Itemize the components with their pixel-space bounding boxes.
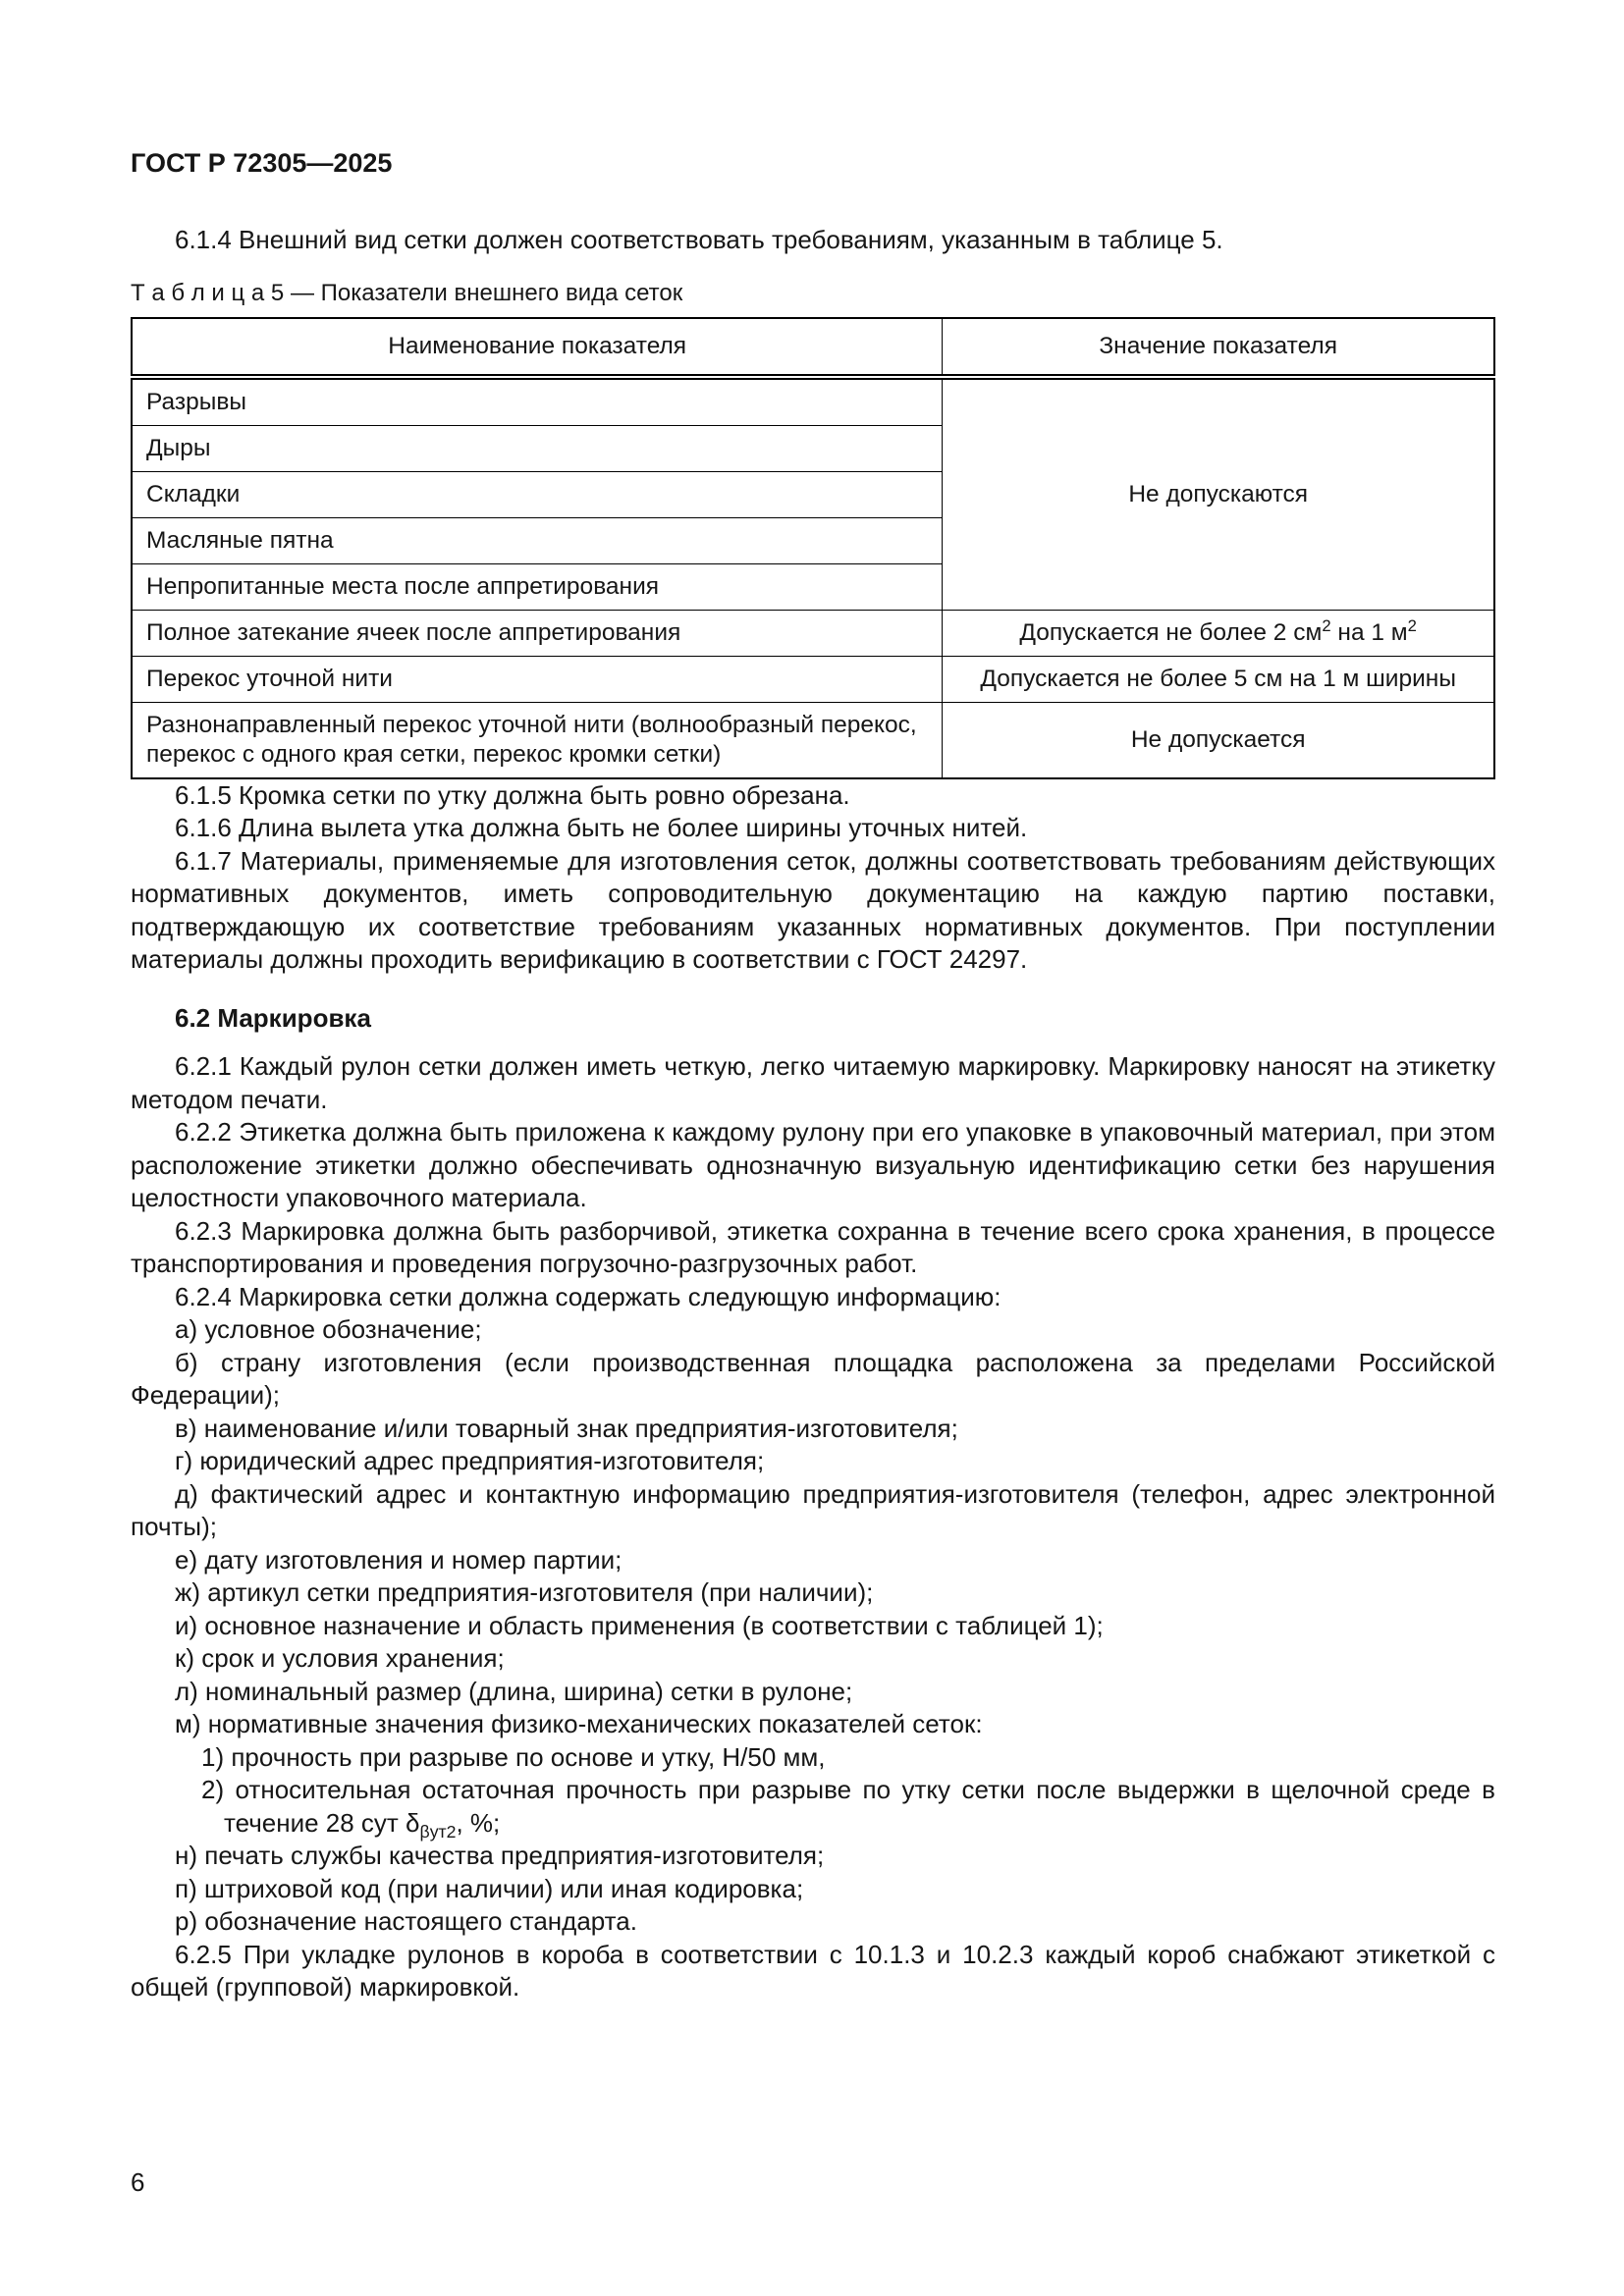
table5-caption: Т а б л и ц а 5 — Показатели внешнего вида сеток	[131, 279, 683, 306]
list-item-d: д) фактический адрес и контактную информацию предприятия-изготовителя (телефон, адрес электронной почты);	[131, 1478, 1495, 1541]
cell-skew-name: Перекос уточной нити	[132, 656, 943, 702]
cell-defect-value: Не допускаются	[943, 377, 1494, 611]
leak-value-mid: на 1 м	[1330, 618, 1408, 646]
para-6-1-5: 6.1.5 Кромка сетки по утку должна быть ровно обрезана.	[175, 779, 850, 810]
cell-multiskew-name: Разнонаправленный перекос уточной нити (волнообразный перекос, перекос с одного края сетки, перекос кромки сетки)	[132, 702, 943, 778]
para-6-2-1: 6.2.1 Каждый рулон сетки должен иметь четкую, легко читаемую маркировку. Маркировку наносят на этикетку методом печати.	[131, 1051, 1495, 1114]
table-row	[132, 610, 1494, 656]
list-item-n: н) печать службы качества предприятия-изготовителя;	[175, 1841, 825, 1870]
list-item-v: в) наименование и/или товарный знак предприятия-изготовителя;	[175, 1413, 958, 1443]
table-row	[132, 656, 1494, 702]
list-item-zh: ж) артикул сетки предприятия-изготовителя (при наличии);	[175, 1577, 874, 1607]
leak-value-sup1: 2	[1322, 615, 1331, 635]
document-number: ГОСТ Р 72305—2025	[131, 148, 393, 178]
list-item-g: г) юридический адрес предприятия-изготовителя;	[175, 1446, 765, 1475]
para-6-2-5: 6.2.5 При укладке рулонов в короба в соответствии с 10.1.3 и 10.2.3 каждый короб снабжают этикеткой с общей (групповой) маркировкой.	[131, 1939, 1495, 2002]
table5-header-row	[132, 318, 1494, 377]
table5	[131, 317, 1495, 779]
list-item-p: п) штриховой код (при наличии) или иная кодировка;	[175, 1873, 804, 1903]
cell-leak-name: Полное затекание ячеек после аппретирования	[132, 610, 943, 656]
list-item-a: а) условное обозначение;	[175, 1314, 482, 1344]
cell-skew-value: Допускается не более 5 см на 1 м ширины	[943, 656, 1494, 702]
list-item-m: м) нормативные значения физико-механических показателей сеток:	[175, 1709, 983, 1738]
sublist-item-2-subscript: βут2	[419, 1821, 457, 1842]
para-6-1-6: 6.1.6 Длина вылета утка должна быть не более ширины уточных нитей.	[175, 813, 1028, 842]
list-item-e: е) дату изготовления и номер партии;	[175, 1544, 623, 1575]
sublist-item-1: 1) прочность при разрыве по основе и утку, Н/50 мм,	[201, 1741, 826, 1772]
para-6-2-2: 6.2.2 Этикетка должна быть приложена к каждому рулону при его упаковке в упаковочный материал, при этом расположение этикетки должно обеспечивать однозначную визуальную идентификацию сетки без нарушения целостности упаковочного материала.	[131, 1117, 1495, 1212]
list-item-i: и) основное назначение и область применения (в соответствии с таблицей 1);	[175, 1610, 1104, 1640]
sublist-item-2	[131, 1774, 1495, 1840]
table5-col1-header: Наименование показателя	[132, 318, 943, 377]
cell-leak-value	[943, 610, 1494, 656]
cell-multiskew-value: Не допускается	[943, 702, 1494, 778]
page-number: 6	[131, 2167, 145, 2197]
cell-defect-2: Складки	[132, 471, 943, 517]
list-item-k: к) срок и условия хранения;	[175, 1643, 505, 1673]
sublist-item-2-tail: , %;	[456, 1807, 501, 1838]
para-6-2-3: 6.2.3 Маркировка должна быть разборчивой, этикетка сохранна в течение всего срока хранения, в процессе транспортирования и проведения погрузочно-разгрузочных работ.	[131, 1215, 1495, 1278]
cell-defect-4: Непропитанные места после аппретирования	[132, 563, 943, 610]
heading-6-2: 6.2 Маркировка	[175, 1002, 371, 1033]
cell-defect-0: Разрывы	[132, 377, 943, 426]
list-item-r: р) обозначение настоящего стандарта.	[175, 1906, 637, 1936]
table-row	[132, 377, 1494, 426]
para-6-1-4: 6.1.4 Внешний вид сетки должен соответствовать требованиям, указанным в таблице 5.	[175, 225, 1223, 254]
list-item-l: л) номинальный размер (длина, ширина) сетки в рулоне;	[175, 1676, 853, 1706]
table5-col2-header: Значение показателя	[943, 318, 1494, 377]
sublist-item-2-text: 2) относительная остаточная прочность при разрыве по утку сетки после выдержки в щелочной среде в течение 28 сут δ	[201, 1775, 1495, 1838]
cell-defect-1: Дыры	[132, 425, 943, 471]
para-6-1-7: 6.1.7 Материалы, применяемые для изготовления сеток, должны соответствовать требованиям действующих нормативных документов, иметь сопроводительную документацию на каждую партию поставки, подтверждающую их соответствие требованиям указанных нормативных документов. При поступлении материалы должны проходить верификацию в соответствии с ГОСТ 24297.	[131, 845, 1495, 974]
para-6-2-4: 6.2.4 Маркировка сетки должна содержать следующую информацию:	[175, 1281, 1001, 1311]
leak-value-text: Допускается не более 2 см	[1019, 618, 1323, 646]
leak-value-sup2: 2	[1407, 615, 1417, 635]
cell-defect-3: Масляные пятна	[132, 517, 943, 563]
table-row	[132, 702, 1494, 778]
list-item-b: б) страну изготовления (если производственная площадка расположена за пределами Российской Федерации);	[131, 1347, 1495, 1410]
